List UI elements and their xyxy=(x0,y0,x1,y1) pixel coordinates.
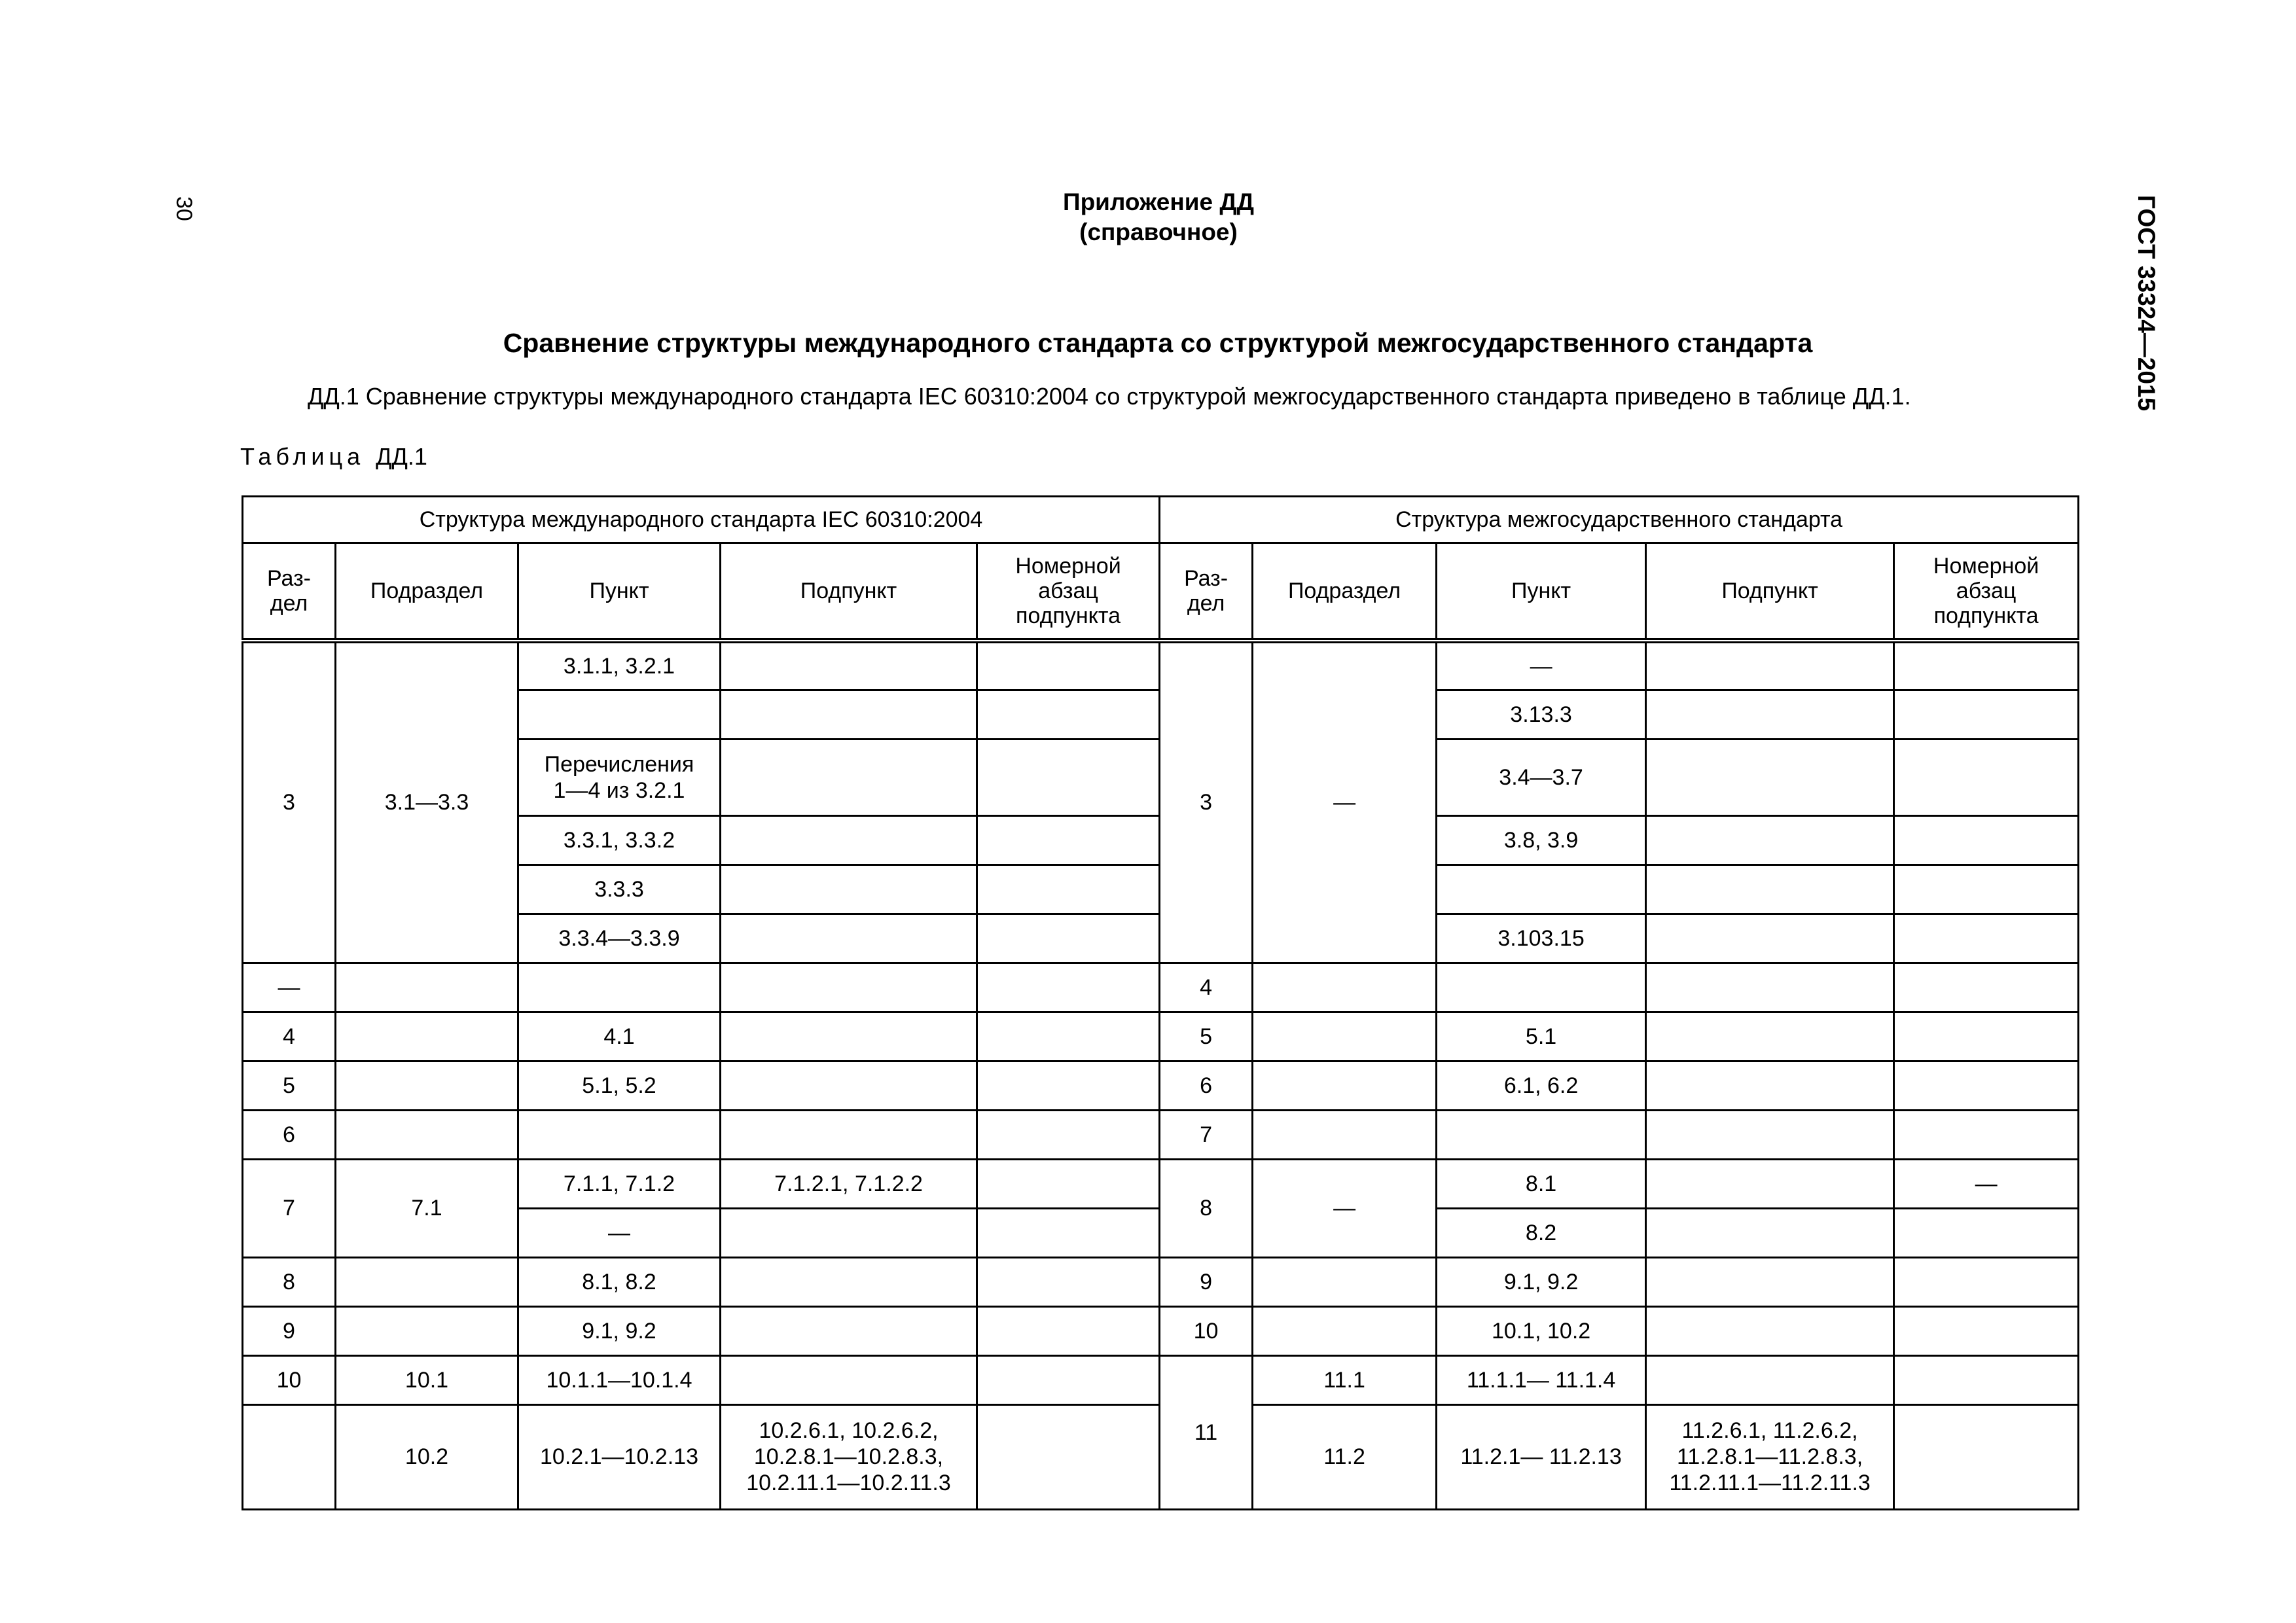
table-cell xyxy=(721,1061,977,1110)
table-cell: 5.1 xyxy=(1437,1012,1646,1061)
table-cell xyxy=(977,1306,1160,1355)
table-cell: 8 xyxy=(1160,1159,1253,1257)
table-cell xyxy=(1253,1306,1437,1355)
table-cell: 10.2.6.1, 10.2.6.2, 10.2.8.1—10.2.8.3, 10.2.11.1—10.2.11.3 xyxy=(721,1404,977,1509)
table-cell xyxy=(1894,641,2079,690)
table-cell: 11 xyxy=(1160,1355,1253,1509)
table-cell: 8.1 xyxy=(1437,1159,1646,1208)
table-cell xyxy=(1437,865,1646,914)
table-cell xyxy=(721,690,977,739)
col-header-nomer: Номерной абзац подпункта xyxy=(1894,543,2079,641)
table-cell xyxy=(1646,1159,1894,1208)
table-cell: 11.2.1— 11.2.13 xyxy=(1437,1404,1646,1509)
table-cell xyxy=(721,865,977,914)
table-cell xyxy=(721,815,977,865)
table-cell xyxy=(1894,1257,2079,1306)
page-number: 30 xyxy=(171,196,196,221)
table-cell: 10.2 xyxy=(336,1404,518,1509)
table-cell xyxy=(721,739,977,815)
table-cell xyxy=(1894,690,2079,739)
table-cell: 5 xyxy=(1160,1012,1253,1061)
table-cell: 11.2 xyxy=(1253,1404,1437,1509)
table-caption-word: Таблица xyxy=(240,443,365,470)
col-header-punkt: Пункт xyxy=(518,543,721,641)
table-cell: 6.1, 6.2 xyxy=(1437,1061,1646,1110)
table-cell: 11.1 xyxy=(1253,1355,1437,1404)
table-cell: — xyxy=(1437,641,1646,690)
col-header-razdel: Раз- дел xyxy=(243,543,336,641)
table-cell xyxy=(977,1404,1160,1509)
table-cell xyxy=(721,1110,977,1159)
table-cell xyxy=(1894,1306,2079,1355)
table-cell: 7 xyxy=(243,1159,336,1257)
comparison-table xyxy=(242,495,2079,1510)
document-designation: ГОСТ 33324—2015 xyxy=(2133,195,2160,412)
table-row xyxy=(243,1355,2079,1404)
table-cell: 3.3.3 xyxy=(518,865,721,914)
table-cell xyxy=(977,1208,1160,1257)
table-cell: 5 xyxy=(243,1061,336,1110)
table-cell: 8.2 xyxy=(1437,1208,1646,1257)
table-cell xyxy=(721,1012,977,1061)
table-cell xyxy=(1646,963,1894,1012)
table-cell xyxy=(977,1257,1160,1306)
table-cell: 3.103.15 xyxy=(1437,914,1646,963)
table-cell: 8.1, 8.2 xyxy=(518,1257,721,1306)
table-cell xyxy=(1646,1355,1894,1404)
table-cell xyxy=(1646,815,1894,865)
col-header-nomer: Номерной абзац подпункта xyxy=(977,543,1160,641)
table-cell: — xyxy=(1253,641,1437,963)
table-cell: 3.3.1, 3.3.2 xyxy=(518,815,721,865)
table-cell xyxy=(977,690,1160,739)
table-cell: 3 xyxy=(1160,641,1253,963)
table-cell xyxy=(721,963,977,1012)
table-cell xyxy=(977,641,1160,690)
table-cell: 3.4—3.7 xyxy=(1437,739,1646,815)
table-cell: 11.2.6.1, 11.2.6.2, 11.2.8.1—11.2.8.3, 11.2.11.1—11.2.11.3 xyxy=(1646,1404,1894,1509)
table-cell: 10 xyxy=(1160,1306,1253,1355)
table-cell xyxy=(977,914,1160,963)
table-cell xyxy=(1253,963,1437,1012)
col-header-podpunkt: Подпункт xyxy=(721,543,977,641)
table-cell xyxy=(1253,1110,1437,1159)
table-cell xyxy=(1646,914,1894,963)
table-cell: 10.1.1—10.1.4 xyxy=(518,1355,721,1404)
table-cell xyxy=(336,1110,518,1159)
table-cell xyxy=(518,690,721,739)
table-row xyxy=(243,1012,2079,1061)
table-cell: 10.1, 10.2 xyxy=(1437,1306,1646,1355)
table-group-header-row xyxy=(243,497,2079,543)
table-cell xyxy=(336,963,518,1012)
appendix-heading xyxy=(831,187,1486,247)
table-cell xyxy=(721,1355,977,1404)
table-cell: 9.1, 9.2 xyxy=(1437,1257,1646,1306)
col-header-punkt: Пункт xyxy=(1437,543,1646,641)
table-cell xyxy=(1894,865,2079,914)
table-cell: 10.2.1—10.2.13 xyxy=(518,1404,721,1509)
table-cell: 4.1 xyxy=(518,1012,721,1061)
table-cell: 7 xyxy=(1160,1110,1253,1159)
table-cell xyxy=(977,865,1160,914)
table-cell: 9 xyxy=(1160,1257,1253,1306)
table-cell: — xyxy=(518,1208,721,1257)
table-cell: 4 xyxy=(243,1012,336,1061)
table-cell xyxy=(721,1257,977,1306)
table-cell: — xyxy=(243,963,336,1012)
table-cell: 6 xyxy=(243,1110,336,1159)
table-cell xyxy=(336,1257,518,1306)
table-cell xyxy=(336,1061,518,1110)
table-cell xyxy=(1894,914,2079,963)
table-cell xyxy=(977,963,1160,1012)
table-cell xyxy=(1894,1404,2079,1509)
intro-paragraph: ДД.1 Сравнение структуры международного стандарта IEC 60310:2004 со структурой межгосударственного стандарта приведено в таблице ДД.1. xyxy=(308,383,1911,410)
table-cell xyxy=(336,1306,518,1355)
table-cell: 9.1, 9.2 xyxy=(518,1306,721,1355)
table-cell xyxy=(1646,1012,1894,1061)
table-cell xyxy=(977,1012,1160,1061)
col-header-podrazdel: Подраздел xyxy=(336,543,518,641)
table-row xyxy=(243,1257,2079,1306)
table-cell xyxy=(1646,739,1894,815)
col-header-razdel: Раз- дел xyxy=(1160,543,1253,641)
table-cell xyxy=(1894,1012,2079,1061)
table-row xyxy=(243,1306,2079,1355)
table-cell xyxy=(977,1355,1160,1404)
table-cell xyxy=(336,1012,518,1061)
table-cell: 5.1, 5.2 xyxy=(518,1061,721,1110)
table-cell xyxy=(1253,1012,1437,1061)
table-cell: 11.1.1— 11.1.4 xyxy=(1437,1355,1646,1404)
appendix-subtitle: (справочное) xyxy=(1079,219,1238,245)
table-cell xyxy=(518,963,721,1012)
table-cell: — xyxy=(1253,1159,1437,1257)
table-cell xyxy=(1894,739,2079,815)
table-cell xyxy=(518,1110,721,1159)
table-cell xyxy=(1646,690,1894,739)
table-cell: 6 xyxy=(1160,1061,1253,1110)
table-cell xyxy=(1646,1110,1894,1159)
table-cell xyxy=(1894,1110,2079,1159)
table-cell xyxy=(1646,1306,1894,1355)
table-cell: 3.13.3 xyxy=(1437,690,1646,739)
table-cell: 3.8, 3.9 xyxy=(1437,815,1646,865)
header-international-structure: Структура международного стандарта IEC 60310:2004 xyxy=(243,497,1160,543)
table-cell: 7.1.2.1, 7.1.2.2 xyxy=(721,1159,977,1208)
table-cell xyxy=(1646,865,1894,914)
table-cell xyxy=(721,1208,977,1257)
col-header-podrazdel: Подраздел xyxy=(1253,543,1437,641)
table-cell xyxy=(977,739,1160,815)
table-cell: 10.1 xyxy=(336,1355,518,1404)
table-cell xyxy=(1894,1208,2079,1257)
table-caption xyxy=(240,443,427,471)
table-cell xyxy=(977,815,1160,865)
table-cell: Перечисления 1—4 из 3.2.1 xyxy=(518,739,721,815)
table-cell: 7.1 xyxy=(336,1159,518,1257)
table-cell xyxy=(977,1159,1160,1208)
table-cell xyxy=(243,1404,336,1509)
table-cell xyxy=(1646,1208,1894,1257)
table-cell: 3 xyxy=(243,641,336,963)
table-cell xyxy=(1253,1061,1437,1110)
table-cell xyxy=(721,1306,977,1355)
table-row xyxy=(243,1061,2079,1110)
table-cell: — xyxy=(1894,1159,2079,1208)
table-cell xyxy=(721,914,977,963)
appendix-title: Приложение ДД xyxy=(1062,188,1255,215)
table-cell xyxy=(1894,1355,2079,1404)
table-cell: 3.1.1, 3.2.1 xyxy=(518,641,721,690)
table-cell xyxy=(977,1061,1160,1110)
table-cell: 10 xyxy=(243,1355,336,1404)
table-cell xyxy=(1437,963,1646,1012)
table-cell xyxy=(1646,1061,1894,1110)
table-cell: 7.1.1, 7.1.2 xyxy=(518,1159,721,1208)
table-row xyxy=(243,1110,2079,1159)
table-cell xyxy=(1894,963,2079,1012)
table-cell: 3.3.4—3.3.9 xyxy=(518,914,721,963)
table-cell xyxy=(1253,1257,1437,1306)
table-cell xyxy=(1437,1110,1646,1159)
table-cell xyxy=(977,1110,1160,1159)
table-cell xyxy=(1894,815,2079,865)
header-interstate-structure: Структура межгосударственного стандарта xyxy=(1160,497,2079,543)
table-row xyxy=(243,963,2079,1012)
table-cell xyxy=(1894,1061,2079,1110)
table-cell: 9 xyxy=(243,1306,336,1355)
table-row xyxy=(243,641,2079,690)
table-cell: 3.1—3.3 xyxy=(336,641,518,963)
table-caption-number: ДД.1 xyxy=(376,443,427,470)
table-cell xyxy=(1646,641,1894,690)
col-header-podpunkt: Подпункт xyxy=(1646,543,1894,641)
table-cell xyxy=(721,641,977,690)
table-cell: 4 xyxy=(1160,963,1253,1012)
table-cell: 8 xyxy=(243,1257,336,1306)
table-column-header-row xyxy=(243,543,2079,641)
table-cell xyxy=(1646,1257,1894,1306)
section-title: Сравнение структуры международного стандарта со структурой межгосударственного стандарта xyxy=(503,328,1813,358)
table-row xyxy=(243,1159,2079,1208)
